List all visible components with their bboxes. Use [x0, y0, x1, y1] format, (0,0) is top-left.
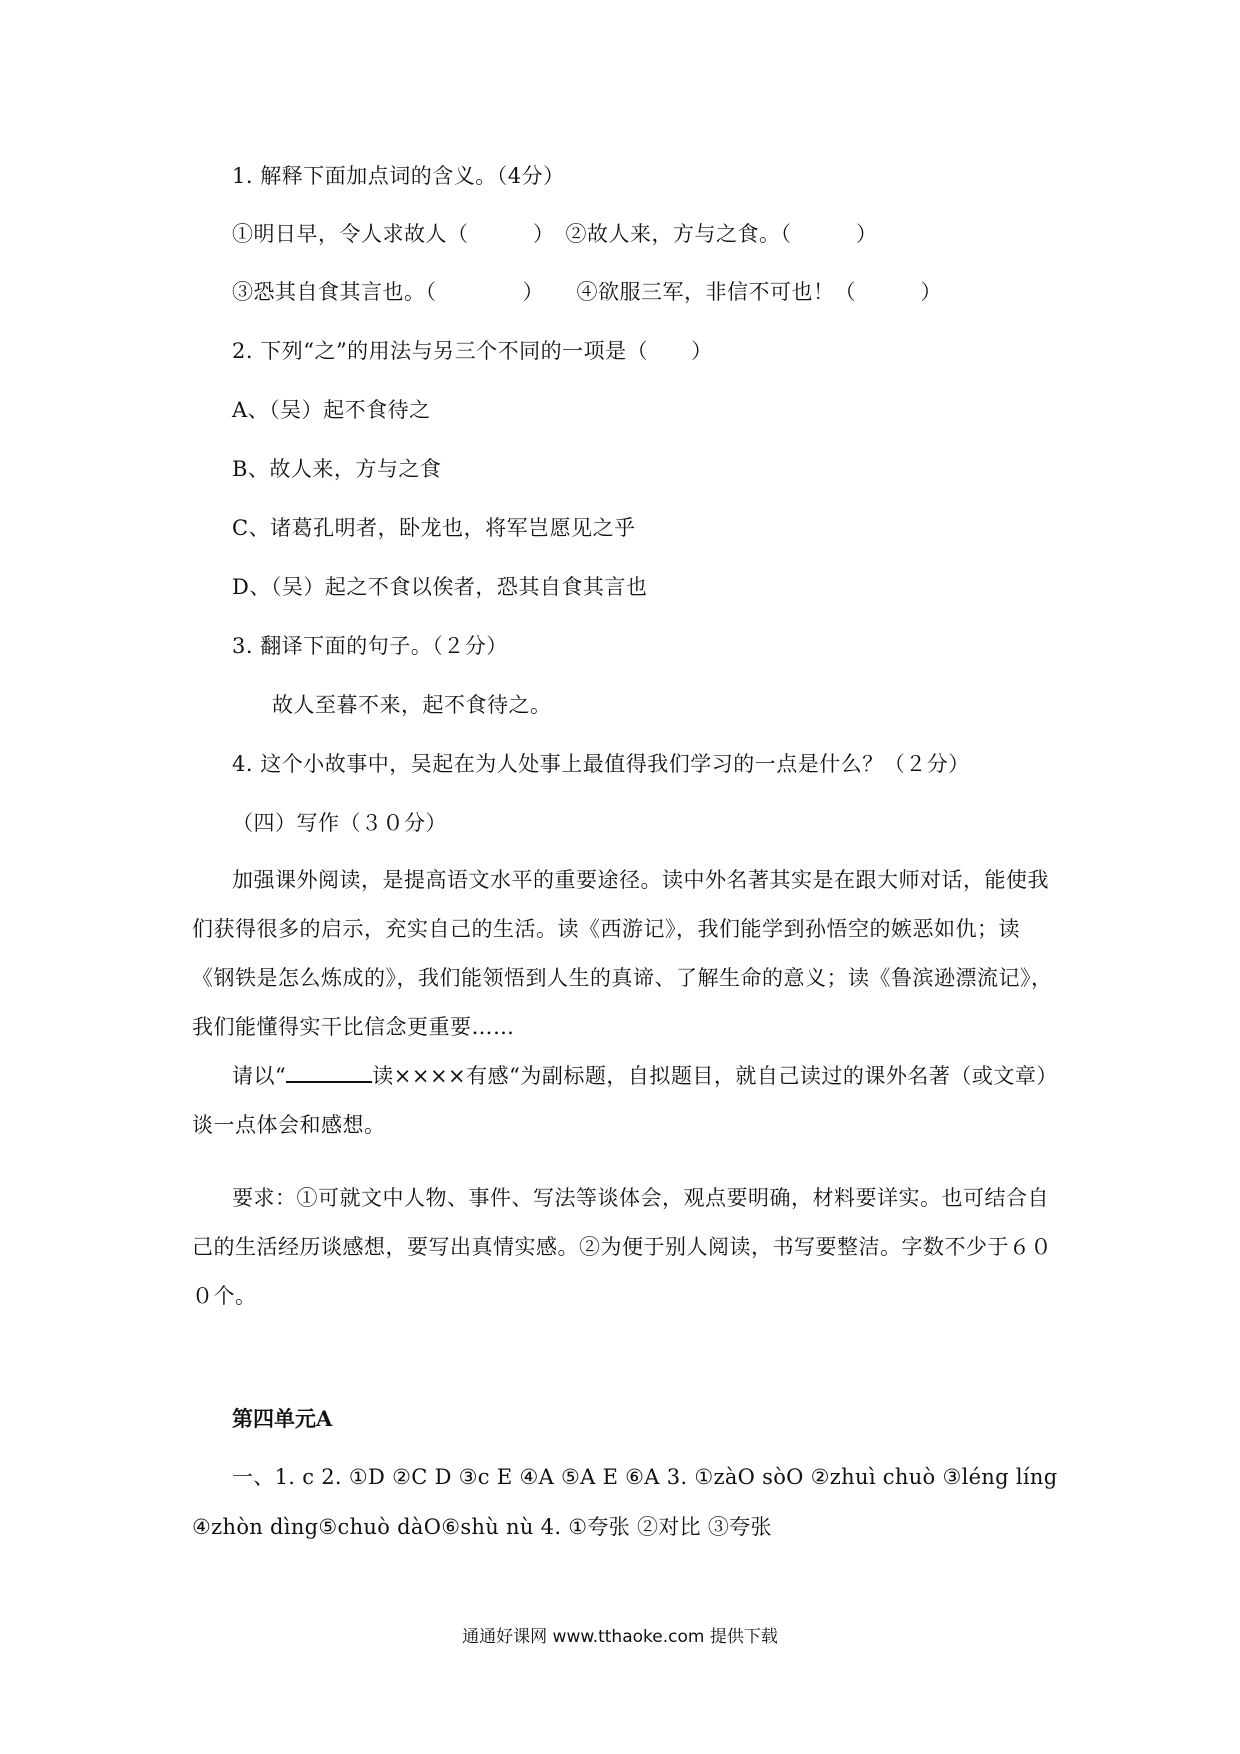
- q2-option-d: D、（吴）起之不食以俟者，恐其自食其言也: [232, 575, 648, 599]
- q2-option-b: B、故人来，方与之食: [232, 457, 442, 481]
- q4-prompt: 4. 这个小故事中，吴起在为人处事上最值得我们学习的一点是什么？（２分）: [232, 752, 970, 776]
- writing-title: （四）写作（３０分）: [232, 811, 447, 835]
- writing-requirements: 要求：①可就文中人物、事件、写法等谈体会，观点要明确，材料要详实。也可结合自己的生活经历谈感想，要写出真情实感。②为便于别人阅读，书写要整洁。字数不少于６００个。: [192, 1186, 1052, 1308]
- q2-option-c: C、诸葛孔明者，卧龙也，将军岂愿见之乎: [232, 516, 636, 540]
- writing-task-blank: [286, 1061, 372, 1083]
- answers-text: 一、1. c 2. ①D ②C D ③c E ④A ⑤A E ⑥A 3. ①zàO sòO ②zhuì chuò ③léng líng ④zhòn dìng⑤chuò dàO⑥shù nù 4. ①夸张 ②对比 ③夸张: [192, 1465, 1058, 1539]
- q3-sentence: 故人至暮不来，起不食待之。: [272, 693, 552, 717]
- q1-row1: ①明日早，令人求故人（ ） ②故人来，方与之食。（ ）: [232, 222, 878, 246]
- q1-row2: ③恐其自食其言也。（ ） ④欲服三军，非信不可也！（ ）: [232, 280, 942, 304]
- q1-prompt: 1. 解释下面加点词的含义。（4分）: [232, 164, 565, 188]
- writing-task: [192, 1052, 1062, 1150]
- answers-heading: 第四单元A: [232, 1406, 333, 1431]
- writing-intro: 加强课外阅读，是提高语文水平的重要途径。读中外名著其实是在跟大师对话，能使我们获得很多的启示，充实自己的生活。读《西游记》，我们能学到孙悟空的嫉恶如仇；读《钢铁是怎么炼成的》，我们能领悟到人生的真谛、了解生命的意义；读《鲁滨逊漂流记》，我们能懂得实干比信念更重要……: [192, 868, 1053, 1039]
- q2-option-a: A、（吴）起不食待之: [232, 398, 431, 422]
- footer-text: 通通好课网 www.tthaoke.com 提供下载: [462, 1627, 778, 1647]
- q3-prompt: 3. 翻译下面的句子。（２分）: [232, 634, 508, 658]
- q2-prompt: 2. 下列“之”的用法与另三个不同的一项是（ ）: [232, 339, 713, 363]
- writing-task-before: 请以“: [232, 1064, 287, 1088]
- writing-task-after: 读××××有感“为副标题，自拟题目，就自己读过的课外名著（或文章）谈一点体会和感想。: [192, 1064, 1058, 1137]
